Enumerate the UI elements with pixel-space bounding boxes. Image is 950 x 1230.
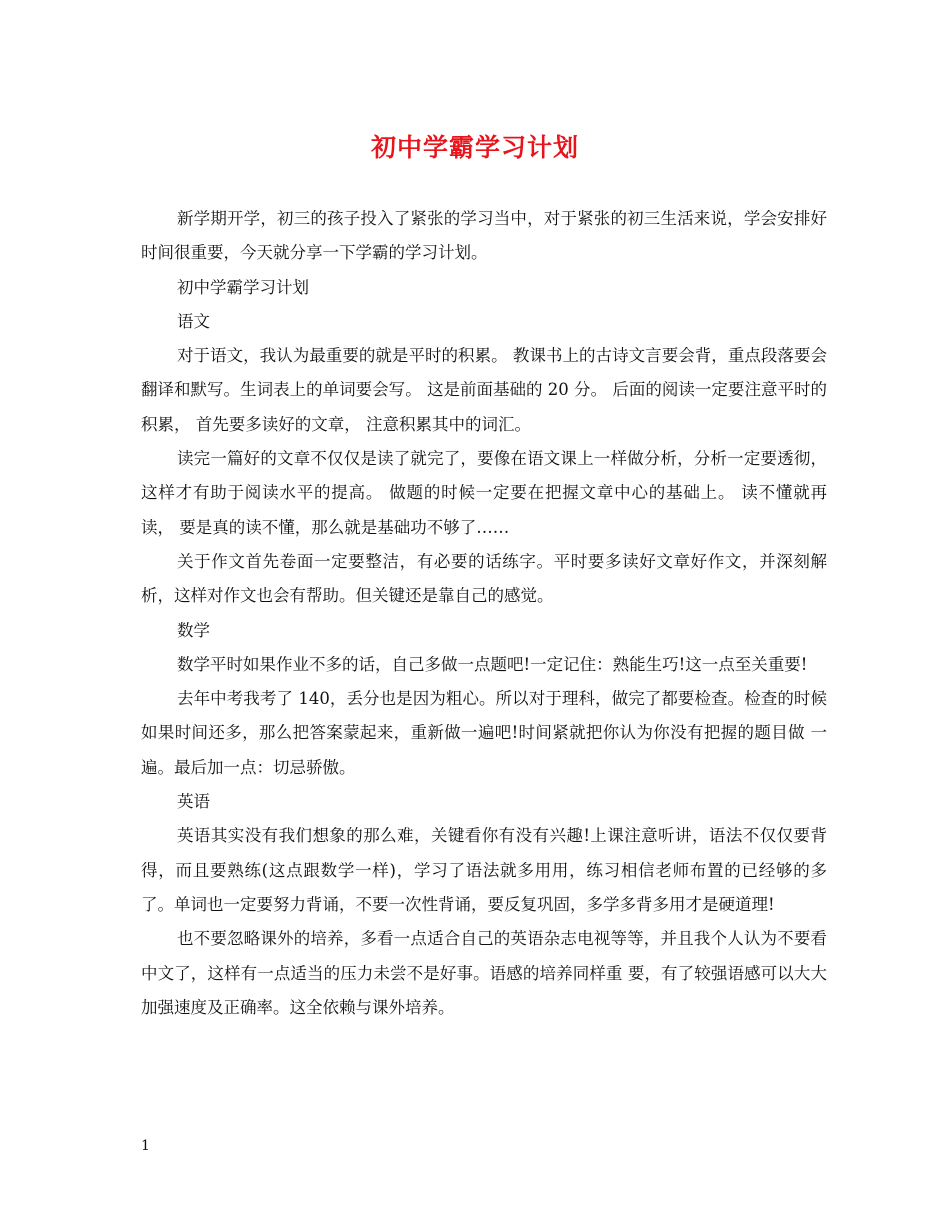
page-number: 1 bbox=[141, 1138, 150, 1154]
section-heading-math: 数学 bbox=[177, 620, 210, 640]
document-title: 初中学霸学习计划 bbox=[370, 133, 579, 162]
english-paragraph-2: 也不要忽略课外的培养，多看一点适合自己的英语杂志电视等等，并且我个人认为不要看中文了，这样有一点适当的压力未尝不是好事。语感的培养同样重 要，有了较强语感可以大大加强速度及正确率。这全依赖与课外培养。 bbox=[141, 929, 827, 1017]
math-paragraph-2: 去年中考我考了 140，丢分也是因为粗心。所以对于理科，做完了都要检查。检查的时候如果时间还多，那么把答案蒙起来，重新做一遍吧!时间紧就把你认为你没有把握的题目做 一遍。最后加一点：切忌骄傲。 bbox=[141, 689, 827, 777]
intro-paragraph: 新学期开学，初三的孩子投入了紧张的学习当中，对于紧张的初三生活来说，学会安排好时间很重要，今天就分享一下学霸的学习计划。 bbox=[141, 209, 827, 263]
english-paragraph-1: 英语其实没有我们想象的那么难，关键看你有没有兴趣!上课注意听讲，语法不仅仅要背得，而且要熟练(这点跟数学一样)，学习了语法就多用用，练习相信老师布置的已经够的多了。单词也一定要努力背诵，不要一次性背诵，要反复巩固，多学多背多用才是硬道理! bbox=[141, 826, 827, 914]
chinese-paragraph-1: 对于语文，我认为最重要的就是平时的积累。 教课书上的古诗文言要会背，重点段落要会翻译和默写。生词表上的单词要会写。 这是前面基础的 20 分。 后面的阅读一定要注意平时的积累， 首先要多读好的文章， 注意积累其中的词汇。 bbox=[141, 346, 827, 434]
section-heading-chinese: 语文 bbox=[177, 311, 210, 331]
chinese-paragraph-3: 关于作文首先卷面一定要整洁，有必要的话练字。平时要多读好文章好作文，并深刻解析，这样对作文也会有帮助。但关键还是靠自己的感觉。 bbox=[141, 551, 827, 606]
section-heading-plan: 初中学霸学习计划 bbox=[177, 277, 309, 297]
section-heading-english: 英语 bbox=[177, 792, 210, 812]
document-body bbox=[141, 202, 827, 1025]
chinese-paragraph-2: 读完一篇好的文章不仅仅是读了就完了，要像在语文课上一样做分析，分析一定要透彻，这样才有助于阅读水平的提高。 做题的时候一定要在把握文章中心的基础上。 读不懂就再读， 要是真的读不懂，那么就是基础功不够了…… bbox=[141, 449, 827, 537]
math-paragraph-1: 数学平时如果作业不多的话，自己多做一点题吧!一定记住：熟能生巧!这一点至关重要! bbox=[177, 654, 808, 674]
